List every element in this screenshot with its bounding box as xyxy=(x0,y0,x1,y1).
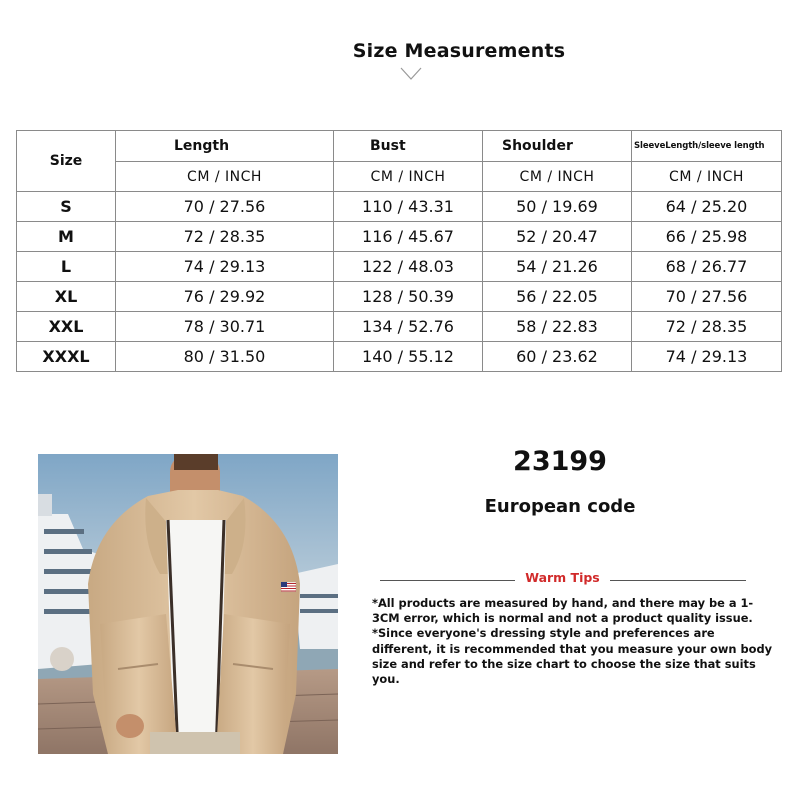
bust-column-header: Bust xyxy=(334,131,483,162)
product-code: 23199 xyxy=(513,446,607,477)
table-row xyxy=(17,312,782,342)
unit-label: CM / INCH xyxy=(116,162,334,192)
length-column-header: Length xyxy=(116,131,334,162)
table-row xyxy=(17,222,782,252)
shoulder-cell: 54 / 21.26 xyxy=(483,252,632,282)
sleeve-cell: 74 / 29.13 xyxy=(632,342,782,372)
us-flag-patch-icon xyxy=(281,582,296,592)
size-cell: L xyxy=(17,252,116,282)
bust-cell: 134 / 52.76 xyxy=(334,312,483,342)
shoulder-cell: 60 / 23.62 xyxy=(483,342,632,372)
shoulder-cell: 58 / 22.83 xyxy=(483,312,632,342)
length-cell: 80 / 31.50 xyxy=(116,342,334,372)
length-cell: 76 / 29.92 xyxy=(116,282,334,312)
bust-cell: 110 / 43.31 xyxy=(334,192,483,222)
table-header-row xyxy=(17,131,782,162)
size-cell: XL xyxy=(17,282,116,312)
unit-label: CM / INCH xyxy=(334,162,483,192)
size-cell: XXXL xyxy=(17,342,116,372)
size-standard-label: European code xyxy=(484,496,636,517)
unit-row xyxy=(17,162,782,192)
table-row xyxy=(17,282,782,312)
shoulder-cell: 50 / 19.69 xyxy=(483,192,632,222)
shoulder-cell: 52 / 20.47 xyxy=(483,222,632,252)
sleeve-cell: 68 / 26.77 xyxy=(632,252,782,282)
table-row xyxy=(17,252,782,282)
table-row xyxy=(17,192,782,222)
unit-label: CM / INCH xyxy=(483,162,632,192)
divider xyxy=(380,580,515,581)
sleeve-cell: 72 / 28.35 xyxy=(632,312,782,342)
size-chart-table xyxy=(16,130,782,372)
model-wearing-jacket-image xyxy=(38,454,338,754)
table-row xyxy=(17,342,782,372)
size-cell: S xyxy=(17,192,116,222)
bust-cell: 128 / 50.39 xyxy=(334,282,483,312)
bust-cell: 116 / 45.67 xyxy=(334,222,483,252)
shoulder-cell: 56 / 22.05 xyxy=(483,282,632,312)
length-cell: 78 / 30.71 xyxy=(116,312,334,342)
sleeve-cell: 64 / 25.20 xyxy=(632,192,782,222)
bust-cell: 140 / 55.12 xyxy=(334,342,483,372)
shoulder-column-header: Shoulder xyxy=(483,131,632,162)
length-cell: 72 / 28.35 xyxy=(116,222,334,252)
length-cell: 74 / 29.13 xyxy=(116,252,334,282)
size-cell: M xyxy=(17,222,116,252)
page-title: Size Measurements xyxy=(352,40,566,62)
chevron-down-icon xyxy=(400,67,422,81)
unit-label: CM / INCH xyxy=(632,162,782,192)
size-column-header: Size xyxy=(17,131,116,192)
sleeve-cell: 70 / 27.56 xyxy=(632,282,782,312)
product-photo xyxy=(38,454,338,754)
sleeve-cell: 66 / 25.98 xyxy=(632,222,782,252)
warm-tips-text: *All products are measured by hand, and there may be a 1-3CM error, which is normal and not a product quality issue. *Since everyone's dressing style and preferences are different, it is recommended that you measure your own body size and refer to the size chart to choose the size that suits you. xyxy=(372,596,773,687)
bust-cell: 122 / 48.03 xyxy=(334,252,483,282)
length-cell: 70 / 27.56 xyxy=(116,192,334,222)
warm-tips-title: Warm Tips xyxy=(525,570,600,585)
divider xyxy=(610,580,746,581)
sleeve-column-header: SleeveLength/sleeve length xyxy=(632,131,782,162)
size-cell: XXL xyxy=(17,312,116,342)
